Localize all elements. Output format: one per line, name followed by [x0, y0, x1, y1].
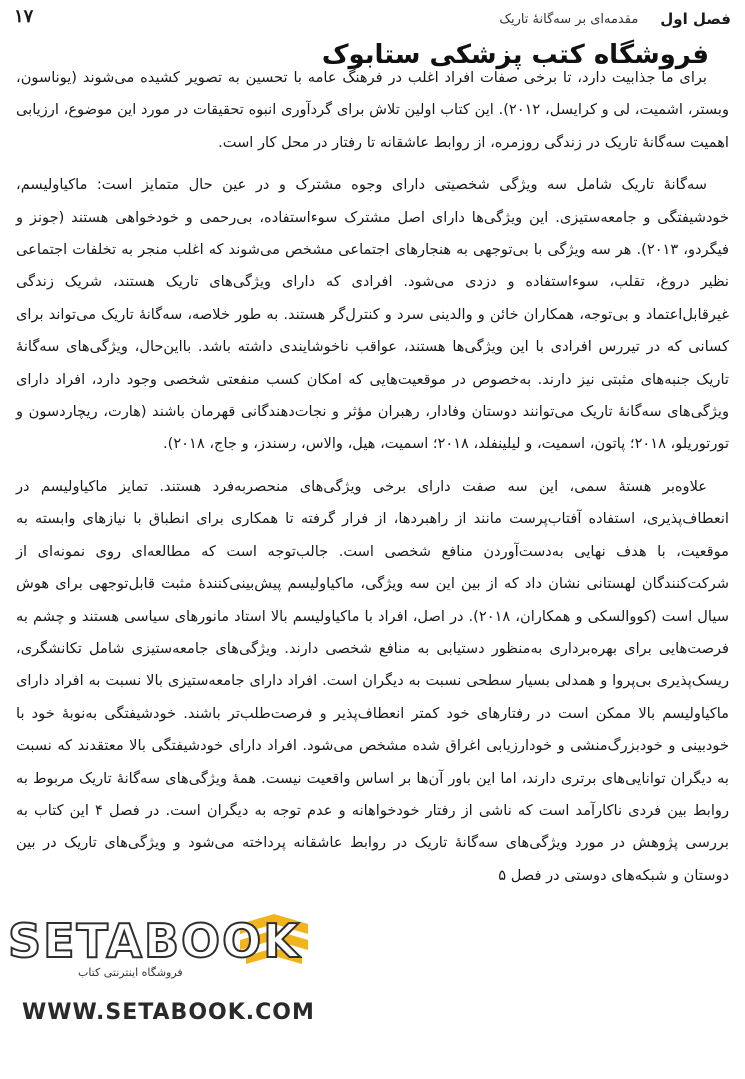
- store-watermark: فروشگاه کتب پزشکی ستابوک: [321, 40, 709, 70]
- page-number: ۱۷: [14, 6, 34, 27]
- logo-tagline: فروشگاه اینترنتی کتاب: [78, 966, 183, 979]
- paragraph: علاوه‌بر هستهٔ سمی، این سه صفت دارای برخی ویژگی‌های منحصربه‌فرد هستند. تمایز ماکیاولیسم در انعطاف‌پذیری، استفاده آفتاب‌پرست مانند از راهبردها، از فرار گرفته تا همکاری برای انطباق با نیازهای وابسته به موقعیت، با هدف نهایی به‌دست‌آوردن منافع شخصی است. جالب‌توجه است که مطالعه‌ای روی نمونه‌ای از شرکت‌کنندگان لهستانی نشان داد که از بین این سه ویژگی، ماکیاولیسم پیش‌بینی‌کنندهٔ مثبت قابل‌توجهی برای هوش سیال است (کووالسکی و همکاران، ۲۰۱۸). در اصل، افراد با ماکیاولیسم بالا استاد مانورهای سیاسی هستند و چشم به فرصت‌هایی برای بهره‌برداری به‌منظور دستیابی به منافع شخصی دارند. ویژگی‌های جامعه‌ستیزی شامل تکانشگری، ریسک‌پذیری بی‌پروا و همدلی بسیار سطحی نسبت به دیگران است. افراد دارای جامعه‌ستیزی بالا نسبت به افراد دارای ماکیاولیسم بالا ممکن است در رفتارهای خود کمتر انعطاف‌پذیر و فرصت‌طلب‌تر باشند. خودشیفتگی به‌نوبهٔ خود با خودبینی و خودبزرگ‌منشی و خودارزیابی اغراق شده مشخص می‌شود. افراد دارای خودشیفتگی بالا معتقدند که نسبت به دیگران توانایی‌های برتری دارند، اما این باور آن‌ها بر اساس واقعیت نیست. همهٔ ویژگی‌های سه‌گانهٔ تاریک مربوط به روابط بین فردی ناکارآمد است که ناشی از رفتار خودخواهانه و عدم توجه به دیگران است. در فصل ۴ این کتاب به بررسی پژوهش در مورد ویژگی‌های سه‌گانهٔ تاریک در روابط عاشقانه پرداخته می‌شود و ویژگی‌های تاریک در بین دوستان و شبکه‌های دوستی در فصل ۵: [16, 477, 729, 884]
- setabook-logo: [8, 908, 318, 998]
- page-header: [14, 6, 731, 32]
- logo-brand: SETABOOK: [8, 914, 301, 968]
- paragraph: برای ما جذابیت دارد، تا برخی صفات افراد اغلب در فرهنگ عامه با تحسین به تصویر کشیده می‌شوند (یوناسون، وبستر، اشمیت، لی و کرایسل، ۲۰۱۲). این کتاب اولین تلاش برای گردآوری انبوه تحقیقات در مورد این موضوع، ارزیابی اهمیت سه‌گانهٔ تاریک در زندگی روزمره، از روابط عاشقانه تا رفتار در محل کار است.: [16, 69, 729, 151]
- website-url: WWW.SETABOOK.COM: [22, 1000, 315, 1025]
- running-title: مقدمه‌ای بر سه‌گانهٔ تاریک: [499, 11, 639, 27]
- body-text: [16, 62, 729, 902]
- paragraph: سه‌گانهٔ تاریک شامل سه ویژگی شخصیتی دارای وجوه مشترک و در عین حال متمایز است: ماکیاولیسم، خودشیفتگی و جامعه‌ستیزی. این ویژگی‌ها دارای اصل مشترک سوءاستفاده، بی‌رحمی و خودخواهی هستند (جونز و فیگردو، ۲۰۱۳). هر سه ویژگی با بی‌توجهی به هنجارهای اجتماعی مشخص می‌شوند که اغلب منجر به تخلفات اجتماعی نظیر دروغ، تقلب، سوءاستفاده و دزدی می‌شود. افرادی که دارای ویژگی‌های تاریک هستند، شریک زندگی غیرقابل‌اعتماد و بی‌توجه، همکاران خائن و والدینی سرد و کنترل‌گر هستند. به طور خلاصه، سه‌گانهٔ تاریک می‌تواند برای کسانی که در تیررس افرادی با این ویژگی‌ها هستند، عواقب ناخوشایندی داشته باشد. بااین‌حال، ویژگی‌های سه‌گانهٔ تاریک جنبه‌های مثبتی نیز دارند. به‌خصوص در موقعیت‌هایی که امکان کسب منفعتی شخصی وجود دارد، افراد دارای ویژگی‌های سه‌گانهٔ تاریک می‌توانند دوستان وفادار، رهبران مؤثر و نجات‌دهندگانی قهرمان باشند (هارت، ریچاردسون و تورتوریلو، ۲۰۱۸؛ پاتون، اسمیت، و لیلینفلد، ۲۰۱۸؛ اسمیت، هیل، والاس، رسندز، و جاج، ۲۰۱۸).: [16, 176, 730, 453]
- chapter-title: فصل اول: [660, 10, 731, 28]
